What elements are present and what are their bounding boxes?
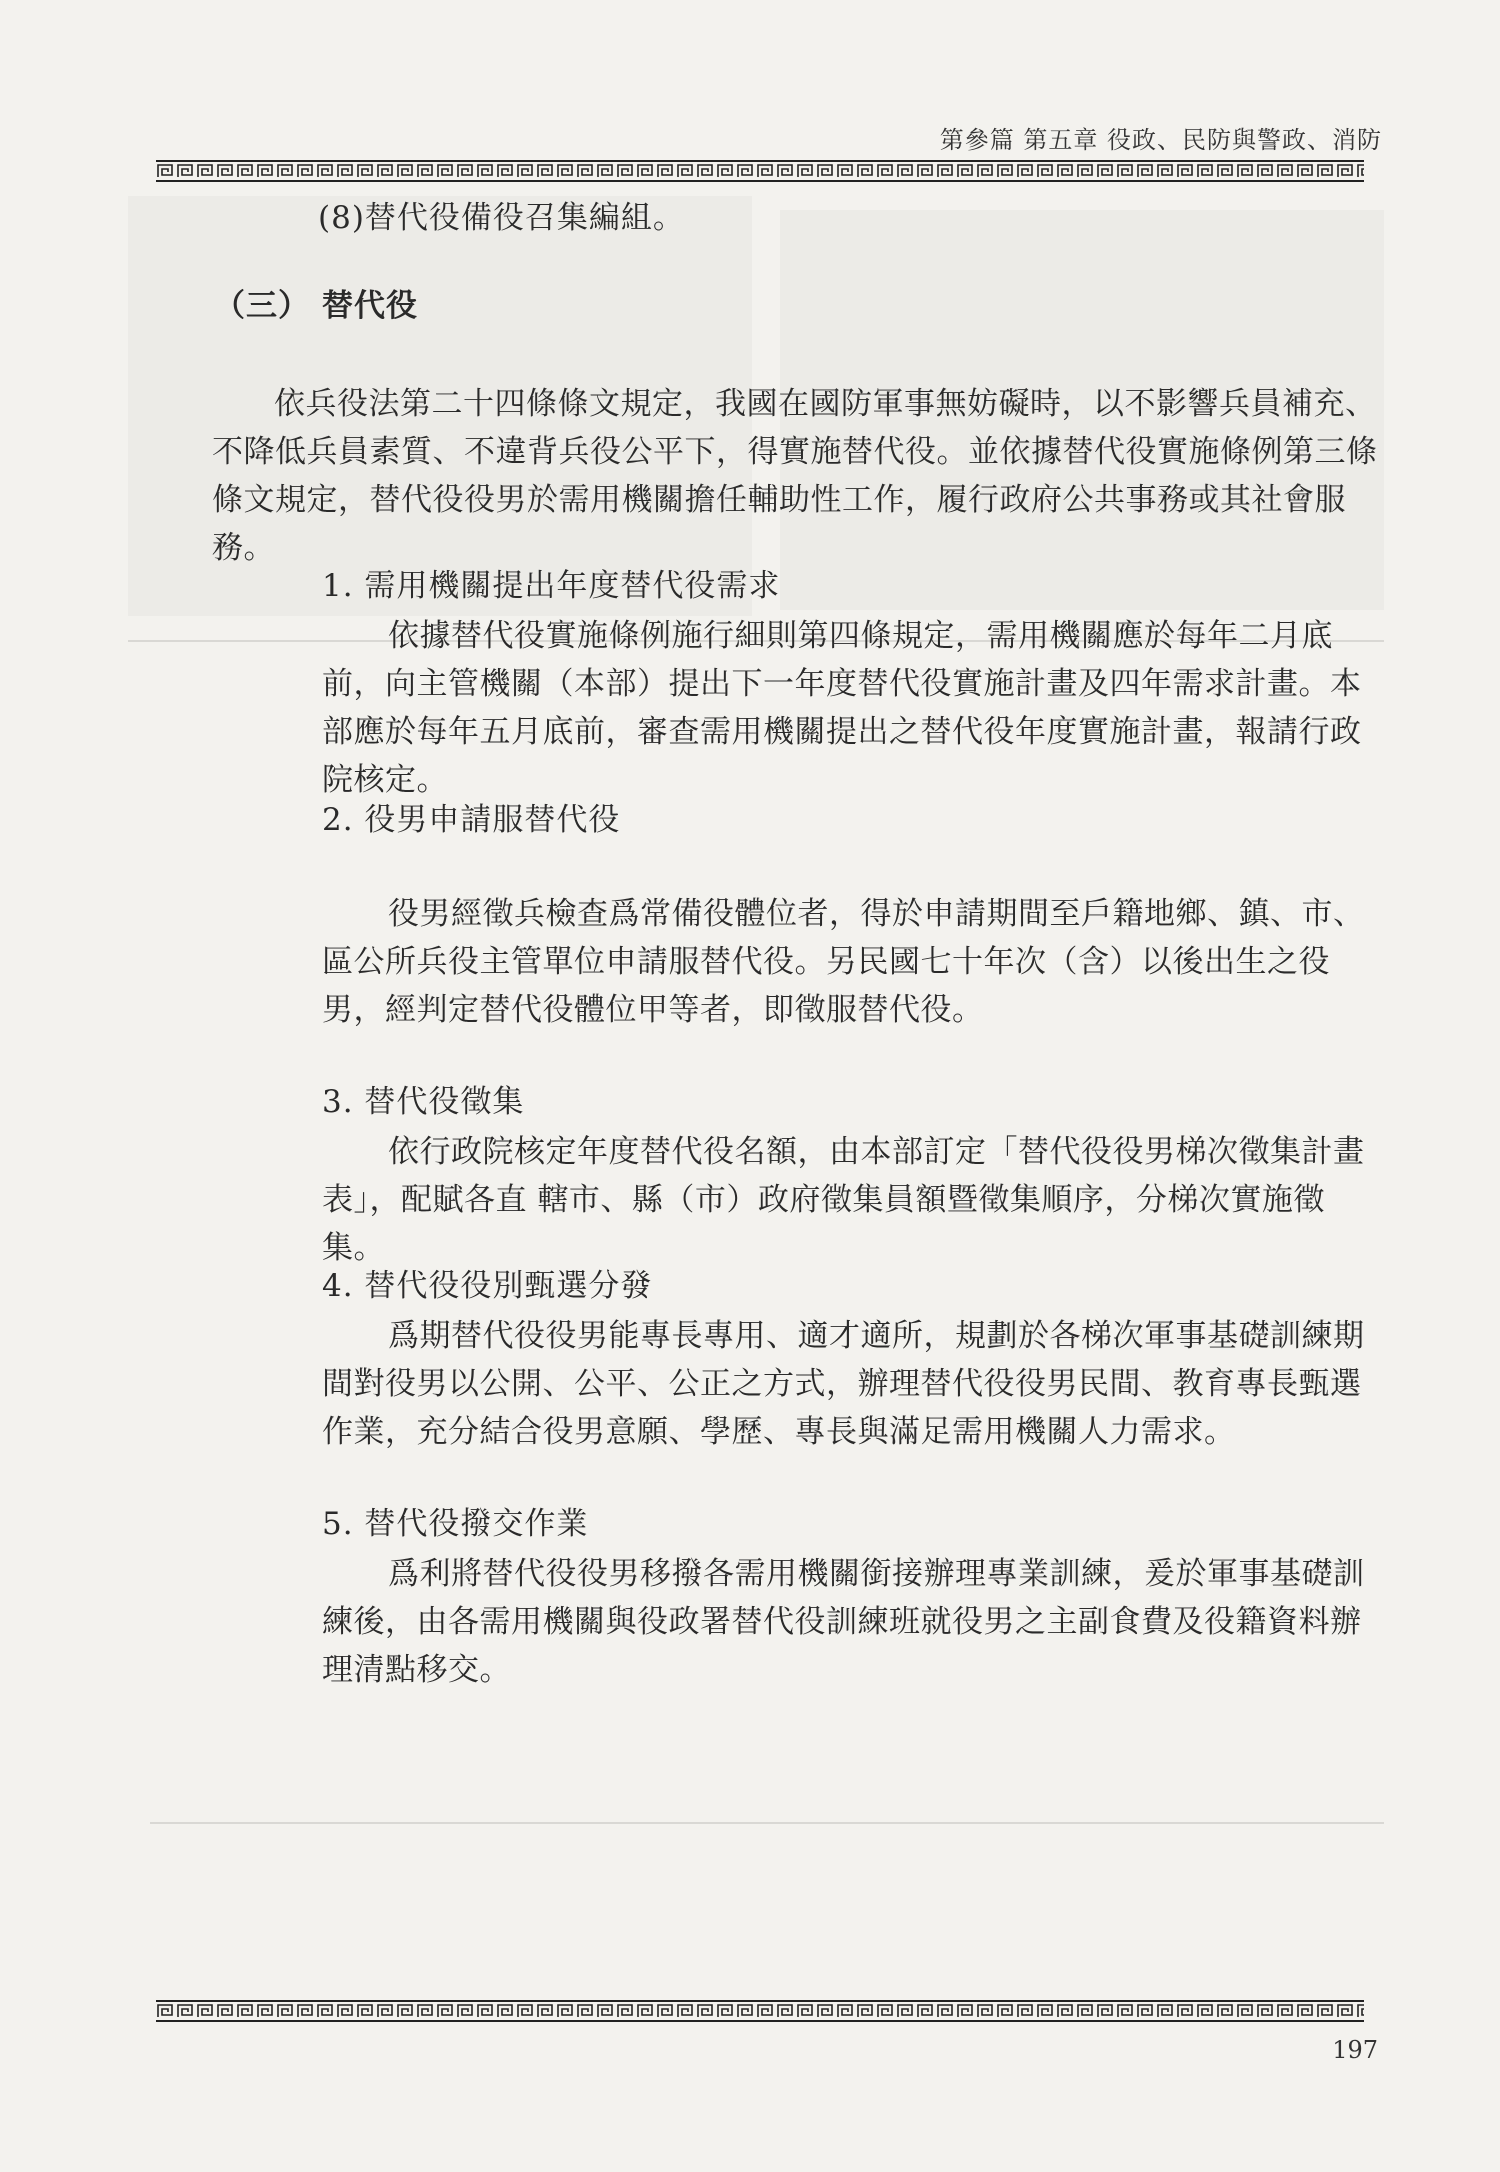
item-3-title: 3. 替代役徵集 xyxy=(322,1084,525,1120)
item-5-body: 爲利將替代役役男移撥各需用機關銜接辦理專業訓練，爰於軍事基礎訓練後，由各需用機關與役政署替代役訓練班就役男之主副食費及役籍資料辦理清點移交。 xyxy=(322,1556,1365,1688)
section-heading-number: （三） xyxy=(214,288,310,324)
item-2-body: 役男經徵兵檢查爲常備役體位者，得於申請期間至戶籍地鄉、鎮、市、區公所兵役主管單位申請服替代役。另民國七十年次（含）以後出生之役男，經判定替代役體位甲等者，即徵服替代役。 xyxy=(322,896,1365,1028)
item-1-body: 依據替代役實施條例施行細則第四條規定，需用機關應於每年二月底前，向主管機關（本部）提出下一年度替代役實施計畫及四年需求計畫。本部應於每年五月底前，審查需用機關提出之替代役年度實施計畫，報請行政院核定。 xyxy=(322,618,1362,798)
item-2-title: 2. 役男申請服替代役 xyxy=(322,802,621,838)
item-4-body: 爲期替代役役男能專長專用、適才適所，規劃於各梯次軍事基礎訓練期間對役男以公開、公平、公正之方式，辦理替代役役男民間、教育專長甄選作業，充分結合役男意願、學歷、專長與滿足需用機關人力需求。 xyxy=(322,1318,1365,1450)
item-5-title: 5. 替代役撥交作業 xyxy=(322,1506,589,1542)
item-1-title: 1. 需用機關提出年度替代役需求 xyxy=(322,568,781,604)
show-through-rule xyxy=(150,1822,1384,1824)
running-header: 第參篇 第五章 役政、民防與警政、消防 xyxy=(939,126,1382,154)
intro-paragraph: 依兵役法第二十四條條文規定，我國在國防軍事無妨礙時，以不影響兵員補充、不降低兵員素質、不違背兵役公平下，得實施替代役。並依據替代役實施條例第三條條文規定，替代役役男於需用機關擔任輔助性工作，履行政府公共事務或其社會服務。 xyxy=(212,386,1378,566)
page-number: 197 xyxy=(1332,2036,1378,2064)
item-4-title: 4. 替代役役別甄選分發 xyxy=(322,1268,653,1304)
top-greek-key-border xyxy=(156,160,1364,182)
section-heading-title: 替代役 xyxy=(322,288,418,324)
list-item-8: (8)替代役備役召集編組。 xyxy=(318,200,685,236)
bottom-greek-key-border xyxy=(156,2000,1364,2022)
item-3-body: 依行政院核定年度替代役名額，由本部訂定「替代役役男梯次徵集計畫表」，配賦各直 轄市、縣（市）政府徵集員額暨徵集順序，分梯次實施徵集。 xyxy=(322,1134,1365,1266)
